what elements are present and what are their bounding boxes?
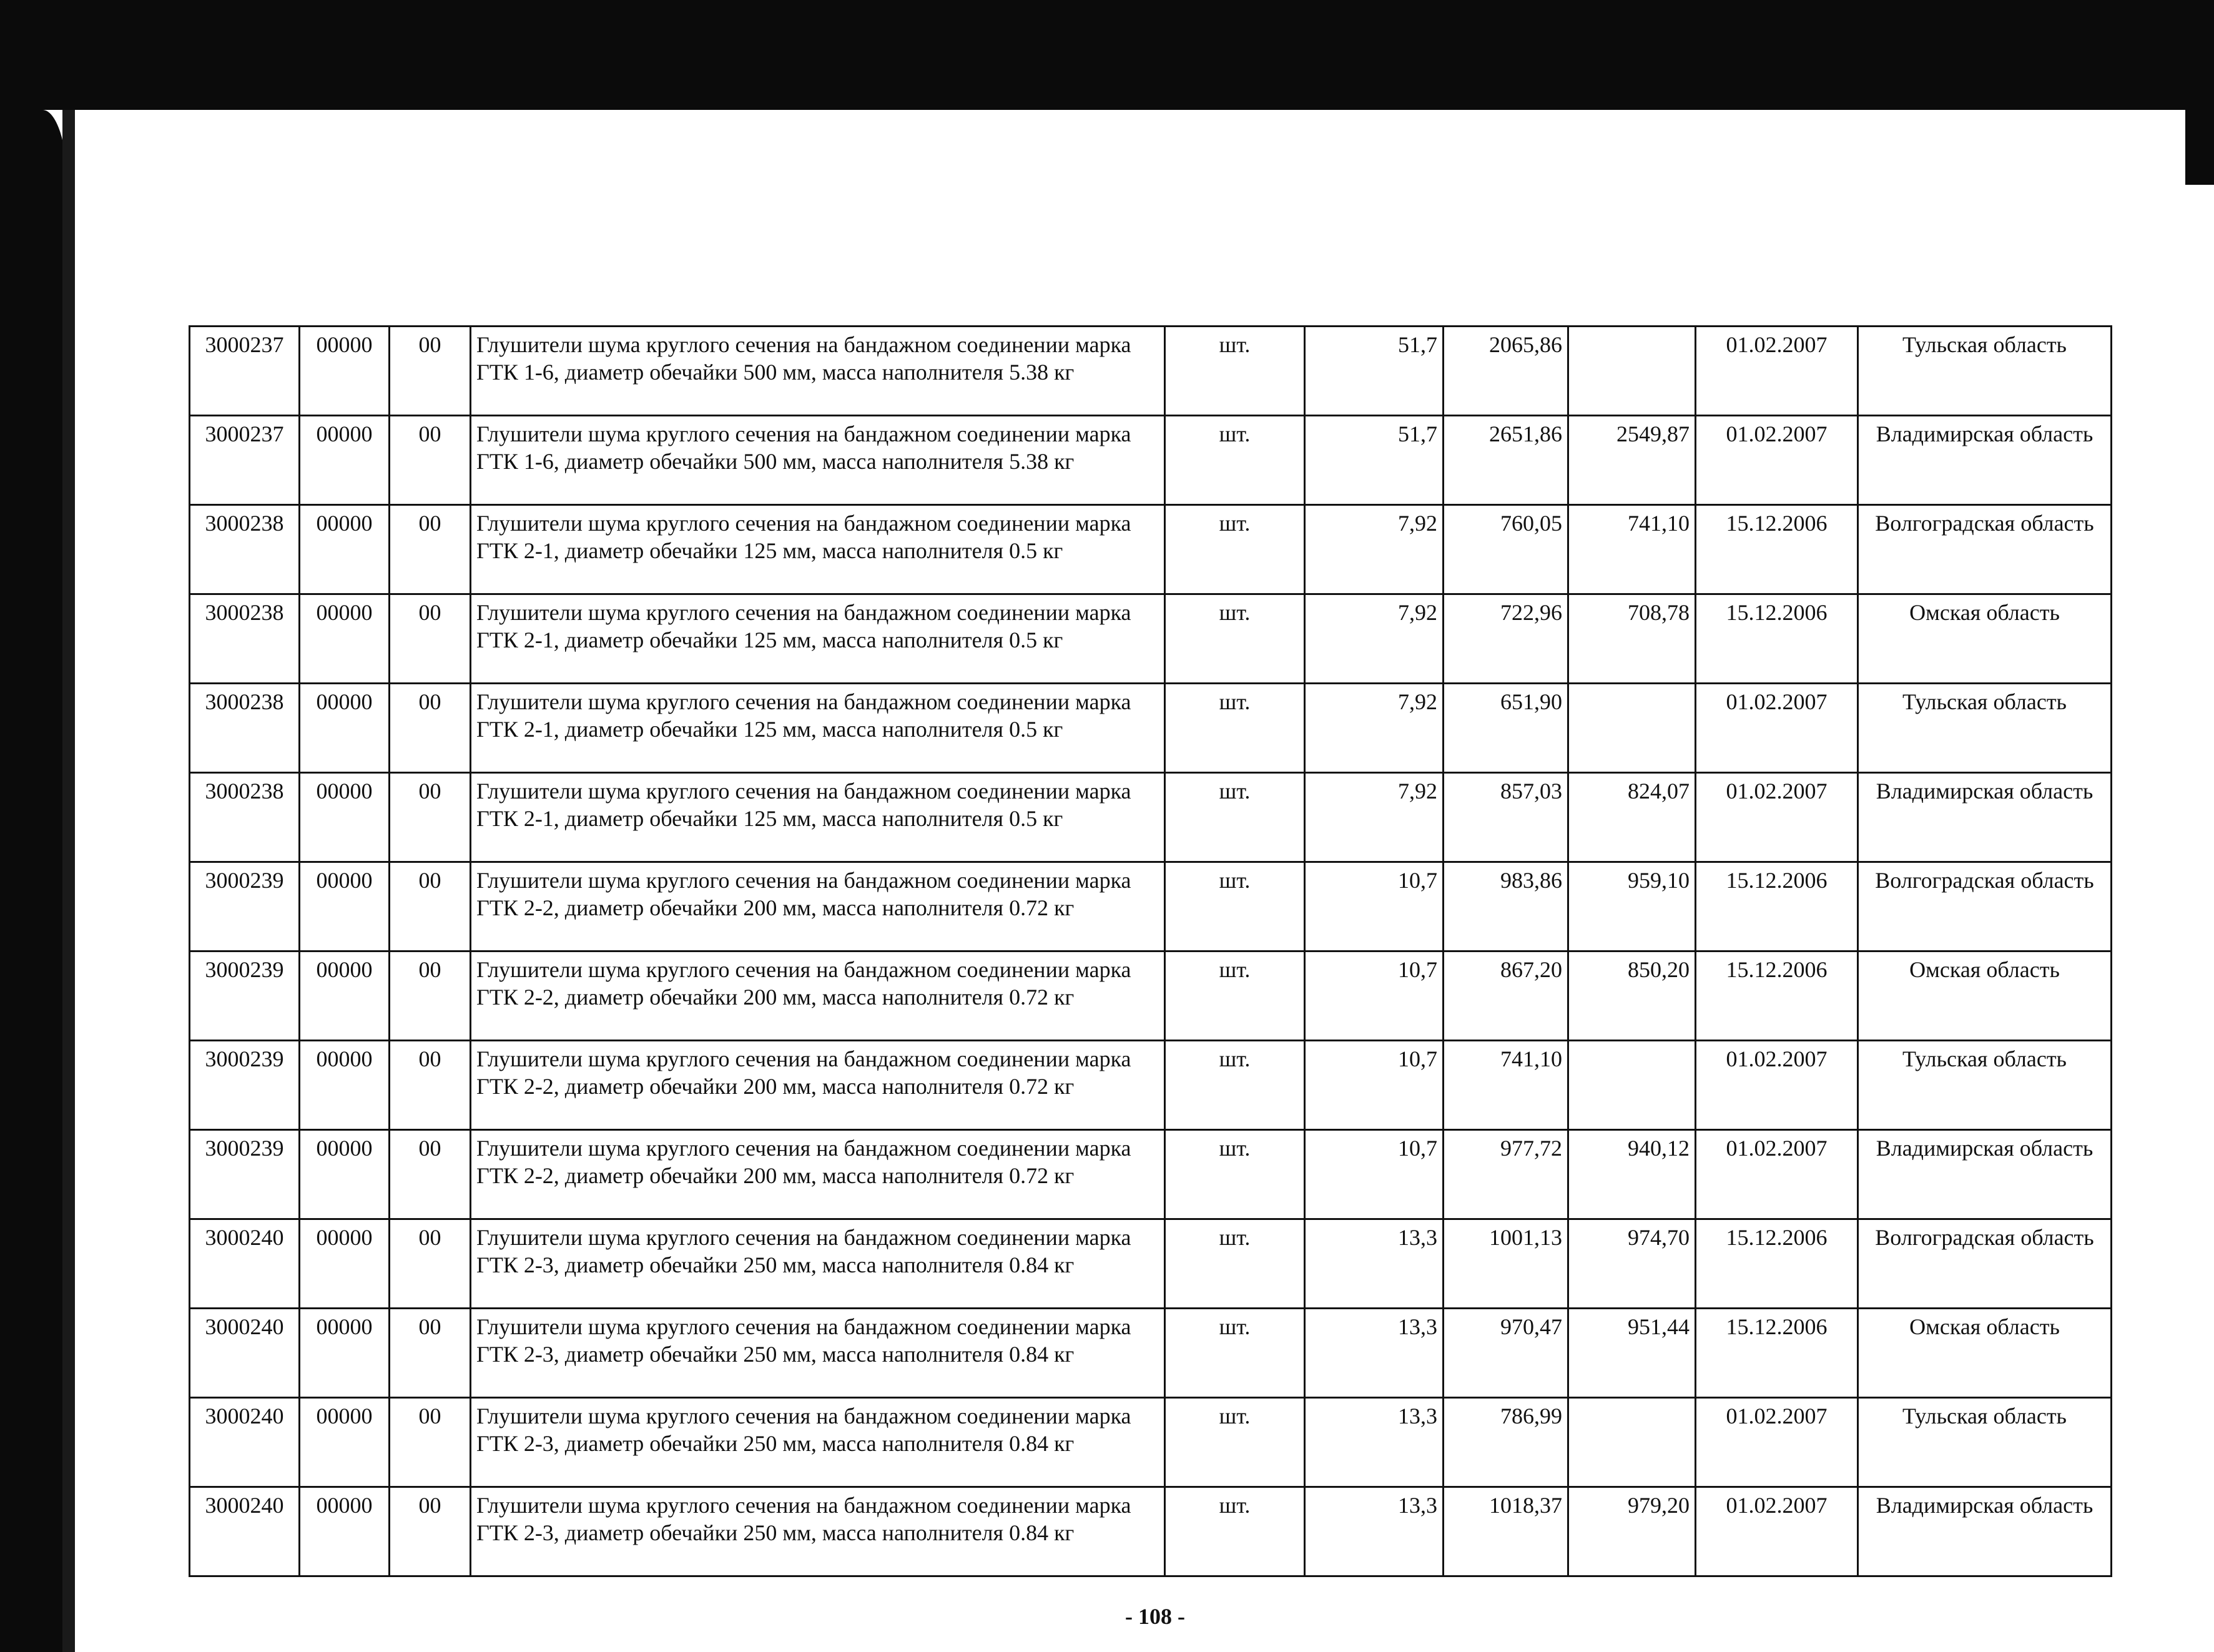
- description-cell: Глушители шума круглого сечения на бандажном соединении марка ГТК 2-2, диаметр обечайки 200 мм, масса наполнителя 0.72 кг: [471, 1041, 1165, 1130]
- ext-code-cell: 00000: [300, 1041, 390, 1130]
- date-cell: 01.02.2007: [1696, 684, 1858, 773]
- description-cell: Глушители шума круглого сечения на бандажном соединении марка ГТК 2-3, диаметр обечайки 250 мм, масса наполнителя 0.84 кг: [471, 1398, 1165, 1487]
- sub-code-cell: 00: [390, 1398, 471, 1487]
- region-cell: Волгоградская область: [1858, 862, 2112, 951]
- table-row: [190, 862, 2112, 951]
- item-code-cell: 3000240: [190, 1487, 300, 1576]
- weight-cell: 10,7: [1305, 862, 1444, 951]
- region-cell: Владимирская область: [1858, 773, 2112, 862]
- unit-cell: шт.: [1165, 1487, 1305, 1576]
- item-code-cell: 3000238: [190, 505, 300, 594]
- item-code-cell: 3000239: [190, 1041, 300, 1130]
- sub-code-cell: 00: [390, 684, 471, 773]
- price-cell: 1001,13: [1444, 1219, 1568, 1309]
- unit-cell: шт.: [1165, 416, 1305, 505]
- description-cell: Глушители шума круглого сечения на бандажном соединении марка ГТК 2-3, диаметр обечайки 250 мм, масса наполнителя 0.84 кг: [471, 1487, 1165, 1576]
- ext-code-cell: 00000: [300, 773, 390, 862]
- table-row: [190, 416, 2112, 505]
- weight-cell: 13,3: [1305, 1487, 1444, 1576]
- sub-code-cell: 00: [390, 951, 471, 1041]
- price-alt-cell: 708,78: [1568, 594, 1696, 684]
- description-cell: Глушители шума круглого сечения на бандажном соединении марка ГТК 2-1, диаметр обечайки 125 мм, масса наполнителя 0.5 кг: [471, 773, 1165, 862]
- price-alt-cell: 940,12: [1568, 1130, 1696, 1219]
- price-table-body: [190, 327, 2112, 1576]
- sub-code-cell: 00: [390, 416, 471, 505]
- region-cell: Тульская область: [1858, 327, 2112, 416]
- price-cell: 786,99: [1444, 1398, 1568, 1487]
- scan-border-top: [0, 0, 2214, 110]
- description-cell: Глушители шума круглого сечения на бандажном соединении марка ГТК 2-1, диаметр обечайки 125 мм, масса наполнителя 0.5 кг: [471, 594, 1165, 684]
- ext-code-cell: 00000: [300, 862, 390, 951]
- weight-cell: 10,7: [1305, 1041, 1444, 1130]
- price-cell: 857,03: [1444, 773, 1568, 862]
- date-cell: 01.02.2007: [1696, 327, 1858, 416]
- region-cell: Тульская область: [1858, 1041, 2112, 1130]
- ext-code-cell: 00000: [300, 1219, 390, 1309]
- description-cell: Глушители шума круглого сечения на бандажном соединении марка ГТК 1-6, диаметр обечайки 500 мм, масса наполнителя 5.38 кг: [471, 416, 1165, 505]
- item-code-cell: 3000239: [190, 862, 300, 951]
- region-cell: Тульская область: [1858, 1398, 2112, 1487]
- date-cell: 15.12.2006: [1696, 1219, 1858, 1309]
- weight-cell: 10,7: [1305, 1130, 1444, 1219]
- ext-code-cell: 00000: [300, 951, 390, 1041]
- ext-code-cell: 00000: [300, 594, 390, 684]
- date-cell: 01.02.2007: [1696, 1487, 1858, 1576]
- weight-cell: 10,7: [1305, 951, 1444, 1041]
- date-cell: 01.02.2007: [1696, 773, 1858, 862]
- table-row: [190, 1130, 2112, 1219]
- item-code-cell: 3000237: [190, 327, 300, 416]
- region-cell: Тульская область: [1858, 684, 2112, 773]
- unit-cell: шт.: [1165, 1041, 1305, 1130]
- table-row: [190, 773, 2112, 862]
- date-cell: 15.12.2006: [1696, 505, 1858, 594]
- ext-code-cell: 00000: [300, 684, 390, 773]
- item-code-cell: 3000240: [190, 1219, 300, 1309]
- price-cell: 983,86: [1444, 862, 1568, 951]
- ext-code-cell: 00000: [300, 1398, 390, 1487]
- price-alt-cell: 979,20: [1568, 1487, 1696, 1576]
- item-code-cell: 3000238: [190, 594, 300, 684]
- table-row: [190, 1398, 2112, 1487]
- ext-code-cell: 00000: [300, 1487, 390, 1576]
- date-cell: 01.02.2007: [1696, 1130, 1858, 1219]
- table-row: [190, 327, 2112, 416]
- page-number: - 108 -: [1125, 1604, 1185, 1629]
- unit-cell: шт.: [1165, 1309, 1305, 1398]
- weight-cell: 13,3: [1305, 1219, 1444, 1309]
- price-cell: 722,96: [1444, 594, 1568, 684]
- price-alt-cell: [1568, 1398, 1696, 1487]
- description-cell: Глушители шума круглого сечения на бандажном соединении марка ГТК 1-6, диаметр обечайки 500 мм, масса наполнителя 5.38 кг: [471, 327, 1165, 416]
- price-cell: 977,72: [1444, 1130, 1568, 1219]
- price-alt-cell: 951,44: [1568, 1309, 1696, 1398]
- unit-cell: шт.: [1165, 951, 1305, 1041]
- weight-cell: 13,3: [1305, 1398, 1444, 1487]
- sub-code-cell: 00: [390, 862, 471, 951]
- table-row: [190, 594, 2112, 684]
- ext-code-cell: 00000: [300, 505, 390, 594]
- unit-cell: шт.: [1165, 505, 1305, 594]
- price-alt-cell: 974,70: [1568, 1219, 1696, 1309]
- date-cell: 15.12.2006: [1696, 862, 1858, 951]
- ext-code-cell: 00000: [300, 1309, 390, 1398]
- description-cell: Глушители шума круглого сечения на бандажном соединении марка ГТК 2-1, диаметр обечайки 125 мм, масса наполнителя 0.5 кг: [471, 684, 1165, 773]
- description-cell: Глушители шума круглого сечения на бандажном соединении марка ГТК 2-3, диаметр обечайки 250 мм, масса наполнителя 0.84 кг: [471, 1309, 1165, 1398]
- price-cell: 2651,86: [1444, 416, 1568, 505]
- region-cell: Волгоградская область: [1858, 1219, 2112, 1309]
- description-cell: Глушители шума круглого сечения на бандажном соединении марка ГТК 2-2, диаметр обечайки 200 мм, масса наполнителя 0.72 кг: [471, 1130, 1165, 1219]
- ext-code-cell: 00000: [300, 1130, 390, 1219]
- date-cell: 15.12.2006: [1696, 594, 1858, 684]
- region-cell: Омская область: [1858, 1309, 2112, 1398]
- sub-code-cell: 00: [390, 773, 471, 862]
- date-cell: 15.12.2006: [1696, 951, 1858, 1041]
- unit-cell: шт.: [1165, 594, 1305, 684]
- region-cell: Владимирская область: [1858, 1487, 2112, 1576]
- sub-code-cell: 00: [390, 594, 471, 684]
- price-alt-cell: [1568, 1041, 1696, 1130]
- table-row: [190, 684, 2112, 773]
- unit-cell: шт.: [1165, 684, 1305, 773]
- description-cell: Глушители шума круглого сечения на бандажном соединении марка ГТК 2-2, диаметр обечайки 200 мм, масса наполнителя 0.72 кг: [471, 951, 1165, 1041]
- weight-cell: 7,92: [1305, 684, 1444, 773]
- price-alt-cell: [1568, 684, 1696, 773]
- scan-border-right: [2185, 110, 2214, 185]
- region-cell: Владимирская область: [1858, 1130, 2112, 1219]
- price-table: [189, 325, 2112, 1577]
- table-row: [190, 1041, 2112, 1130]
- price-alt-cell: 741,10: [1568, 505, 1696, 594]
- item-code-cell: 3000239: [190, 951, 300, 1041]
- weight-cell: 51,7: [1305, 327, 1444, 416]
- sub-code-cell: 00: [390, 1130, 471, 1219]
- price-cell: 867,20: [1444, 951, 1568, 1041]
- item-code-cell: 3000238: [190, 684, 300, 773]
- table-row: [190, 1309, 2112, 1398]
- item-code-cell: 3000238: [190, 773, 300, 862]
- unit-cell: шт.: [1165, 327, 1305, 416]
- sub-code-cell: 00: [390, 327, 471, 416]
- weight-cell: 7,92: [1305, 773, 1444, 862]
- price-alt-cell: 850,20: [1568, 951, 1696, 1041]
- region-cell: Владимирская область: [1858, 416, 2112, 505]
- scan-border-left-edge: [62, 110, 75, 1652]
- price-cell: 970,47: [1444, 1309, 1568, 1398]
- sub-code-cell: 00: [390, 1487, 471, 1576]
- table-row: [190, 505, 2112, 594]
- weight-cell: 13,3: [1305, 1309, 1444, 1398]
- weight-cell: 7,92: [1305, 594, 1444, 684]
- unit-cell: шт.: [1165, 773, 1305, 862]
- unit-cell: шт.: [1165, 862, 1305, 951]
- region-cell: Омская область: [1858, 951, 2112, 1041]
- item-code-cell: 3000240: [190, 1309, 300, 1398]
- unit-cell: шт.: [1165, 1219, 1305, 1309]
- table-row: [190, 951, 2112, 1041]
- item-code-cell: 3000239: [190, 1130, 300, 1219]
- region-cell: Омская область: [1858, 594, 2112, 684]
- sub-code-cell: 00: [390, 505, 471, 594]
- date-cell: 01.02.2007: [1696, 1398, 1858, 1487]
- item-code-cell: 3000237: [190, 416, 300, 505]
- date-cell: 15.12.2006: [1696, 1309, 1858, 1398]
- ext-code-cell: 00000: [300, 416, 390, 505]
- table-row: [190, 1219, 2112, 1309]
- sub-code-cell: 00: [390, 1219, 471, 1309]
- description-cell: Глушители шума круглого сечения на бандажном соединении марка ГТК 2-2, диаметр обечайки 200 мм, масса наполнителя 0.72 кг: [471, 862, 1165, 951]
- item-code-cell: 3000240: [190, 1398, 300, 1487]
- description-cell: Глушители шума круглого сечения на бандажном соединении марка ГТК 2-1, диаметр обечайки 125 мм, масса наполнителя 0.5 кг: [471, 505, 1165, 594]
- table-row: [190, 1487, 2112, 1576]
- region-cell: Волгоградская область: [1858, 505, 2112, 594]
- date-cell: 01.02.2007: [1696, 416, 1858, 505]
- ext-code-cell: 00000: [300, 327, 390, 416]
- price-cell: 651,90: [1444, 684, 1568, 773]
- price-cell: 760,05: [1444, 505, 1568, 594]
- date-cell: 01.02.2007: [1696, 1041, 1858, 1130]
- price-alt-cell: 824,07: [1568, 773, 1696, 862]
- price-alt-cell: 2549,87: [1568, 416, 1696, 505]
- weight-cell: 51,7: [1305, 416, 1444, 505]
- price-cell: 741,10: [1444, 1041, 1568, 1130]
- price-cell: 2065,86: [1444, 327, 1568, 416]
- price-alt-cell: 959,10: [1568, 862, 1696, 951]
- scan-border-left: [0, 110, 67, 1652]
- price-cell: 1018,37: [1444, 1487, 1568, 1576]
- description-cell: Глушители шума круглого сечения на бандажном соединении марка ГТК 2-3, диаметр обечайки 250 мм, масса наполнителя 0.84 кг: [471, 1219, 1165, 1309]
- weight-cell: 7,92: [1305, 505, 1444, 594]
- sub-code-cell: 00: [390, 1309, 471, 1398]
- unit-cell: шт.: [1165, 1130, 1305, 1219]
- unit-cell: шт.: [1165, 1398, 1305, 1487]
- price-alt-cell: [1568, 327, 1696, 416]
- sub-code-cell: 00: [390, 1041, 471, 1130]
